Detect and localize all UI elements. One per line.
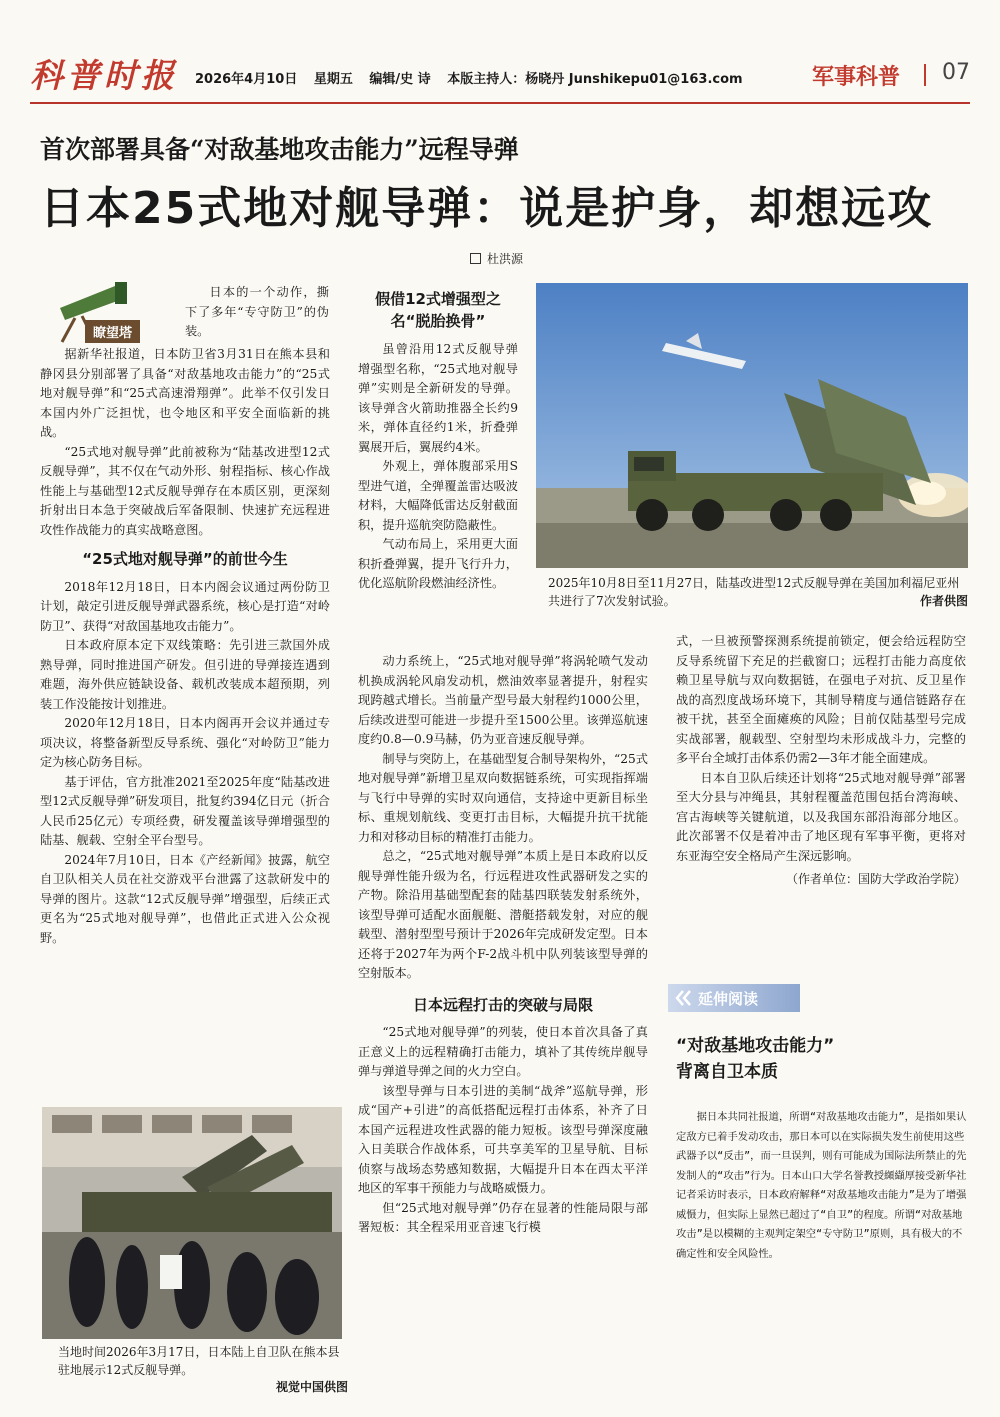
extension-badge-label: 延伸阅读 [698, 990, 759, 1008]
extension-title [676, 1033, 834, 1085]
intro-paragraph: 日本的一个动作，撕下了多年“专守防卫”的伪装。 [185, 285, 329, 338]
body-paragraph: 总之，“25式地对舰导弹”本质上是日本政府以反舰导弹性能升级为名，行远程进攻性武器研发之实的产物。除沿用基础型配套的陆基四联装发射系统外，该型导弹可适配水面舰艇、潜艇搭载发射，对应的舰载型、潜射型型号预计于2026年完成研发定型。日本还将于2027年为两个F-2战斗机中队列装该型导弹的空射版本。 [358, 849, 648, 980]
body-paragraph: 外观上，弹体腹部采用S型进气道，全弹覆盖雷达吸波材料，大幅降低雷达反射截面积，提升巡航突防隐蔽性。 [358, 459, 518, 532]
section-name: 军事科普 [811, 65, 900, 90]
page-number: 07 [942, 60, 970, 85]
article-column-2 [358, 652, 648, 1238]
extension-title-line1: “对敌基地攻击能力” [676, 1036, 835, 1056]
body-paragraph: 但“25式地对舰导弹”仍存在显著的性能局限与部署短板：其全程采用亚音速飞行模 [358, 1200, 648, 1234]
double-chevron-icon [674, 989, 692, 1007]
body-paragraph: 据新华社报道，日本防卫省3月31日在熊本县和静冈县分别部署了具备“对敌基地攻击能力”的“25式地对舰导弹”和“25式高速滑翔弹”。此举不仅引发日本国内外广泛担忧，也令地区和平安全面临新的挑战。 [40, 347, 330, 439]
subhead-rebirth: 假借12式增强型之名“脱胎换骨” [375, 290, 501, 330]
extension-body [676, 1108, 968, 1264]
missile-launch-photo [536, 283, 968, 568]
body-paragraph: 日本自卫队后续还计划将“25式地对舰导弹”部署至大分县与冲绳县，其射程覆盖范围包括台湾海峡、宫古海峡等关键航道，以及我国东部沿海部分地区。此次部署不仅是着冲击了地区现有军事平衡，更将对东亚海空安全格局产生深远影响。 [676, 770, 966, 863]
body-paragraph: 动力系统上，“25式地对舰导弹”将涡轮喷气发动机换成涡轮风扇发动机，燃油效率显著提升，射程实现跨越式增长。当前量产型号最大射程约1000公里，后续改进型可能进一步提升至1500公里。该弹巡航速度约0.8—0.9马赫，仍为亚音速反舰导弹。 [358, 654, 648, 746]
column-badge [40, 278, 180, 344]
extension-paragraph: 据日本共同社报道，所谓“对敌基地攻击能力”，是指如果认定敌方已着手发动攻击，那日本可以在实际损失发生前使用这些武器予以“反击”，而一旦误判，则有可能成为国际法所禁止的先发制人的“攻击”行为。日本山口大学名誉教授纐纈厚接受新华社记者采访时表示，日本政府解释“对敌基地攻击能力”是为了增强威慑力，但实际上显然已超过了“自卫”的程度。所谓“对敌基地攻击”是以模糊的主观判定架空“专守防卫”原则，具有极大的不确定性和安全风险性。 [676, 1111, 967, 1260]
issue-weekday: 星期五 [313, 72, 353, 87]
body-paragraph: 基于评估，官方批准2021至2025年度“陆基改进型12式反舰导弹”研发项目，批复约394亿日元（折合人民币25亿元）专项经费，研发覆盖该导弹增强型的陆基、舰载、空射全平台型号。 [40, 774, 330, 847]
body-paragraph: “25式地对舰导弹”此前被称为“陆基改进型12式反舰导弹”，其不仅在气动外形、射程指标、核心作战性能上与基础型12式反舰导弹存在本质区别，更深刻折射出日本急于突破战后军备限制、快速扩充远程进攻性作战能力的真实战略意图。 [40, 444, 330, 537]
body-paragraph: 2018年12月18日，日本内阁会议通过两份防卫计划，敲定引进反舰导弹武器系统，核心是打造“对岭防卫”、获得“对敌国基地攻击能力”。 [40, 579, 330, 633]
issue-date: 2026年4月10日 [195, 72, 298, 87]
body-paragraph: 气动布局上，采用更大面积折叠弹翼，提升飞行升力，优化巡航阶段燃油经济性。 [358, 537, 518, 590]
subhead-history: “25式地对舰导弹”的前世今生 [82, 550, 288, 568]
extension-title-line2: 背离自卫本质 [676, 1062, 778, 1082]
extension-badge [668, 984, 800, 1012]
body-paragraph: 2024年7月10日，日本《产经新闻》披露，航空自卫队相关人员在社交游戏平台泄露了这款研发中的导弹的图片。这款“12式反舰导弹”增强型，后续正式更名为“25式地对舰导弹”，也借此正式进入公众视野。 [40, 852, 330, 945]
body-paragraph: 该型导弹与日本引进的美制“战斧”巡航导弹，形成“国产+引进”的高低搭配远程打击体系，补齐了日本国产远程进攻性武器的能力短板。该型号弹深度融入日美联合作战体系，可共享美军的卫星导航、目标侦察与战场态势感知数据，大幅提升日本在西太平洋地区的军事干预能力与战略威慑力。 [358, 1083, 648, 1195]
body-paragraph: 式，一旦被预警探测系统提前锁定，便会给远程防空反导系统留下充足的拦截窗口；远程打击能力高度依赖卫星导航与双向数据链，在强电子对抗、反卫星作战的高烈度战场环境下，其制导精度与通信链路存在被干扰，甚至全面瘫痪的风险；目前仅陆基型号完成实战部署，舰载型、空射型均未形成战斗力，完整的多平台全域打击体系仍需2—3年才能全面建成。 [676, 634, 966, 765]
body-paragraph: 虽曾沿用12式反舰导弹增强型名称，“25式地对舰导弹”实则是全新研发的导弹。该导弹含火箭助推器全长约9米，弹体直径约1米，折叠弹翼展开后，翼展约4米。 [358, 342, 518, 454]
issue-meta [195, 68, 755, 87]
body-paragraph: “25式地对舰导弹”的列装，使日本首次具备了真正意义上的远程精确打击能力，填补了其传统岸舰导弹与弹道导弹之间的火力空白。 [358, 1025, 648, 1078]
host-credit: 本版主持人：杨晓丹 Junshikepu01@163.com [447, 72, 743, 87]
body-paragraph: 2020年12月18日，日本内阁再开会议并通过专项决议，将整备新型反导系统、强化“对岭防卫”能力定为核心防务目标。 [40, 716, 330, 769]
article-byline: 杜洪源 [470, 250, 523, 267]
author-unit: （作者单位：国防大学政治学院） [785, 872, 966, 886]
masthead [30, 50, 970, 104]
photo1-caption: 2025年10月8日至11月27日，陆基改进型12式反舰导弹在美国加利福尼亚州共进行了7次发射试验。 [548, 576, 960, 608]
article-column-3 [676, 632, 966, 888]
photo1-credit: 作者供图 [919, 594, 968, 608]
article-headline: 日本25式地对舰导弹：说是护身，却想远攻 [40, 183, 934, 234]
newspaper-logo: 科普时报 [30, 56, 178, 95]
photo2-credit: 视觉中国供图 [275, 1380, 348, 1394]
article-column-2-top [358, 288, 518, 594]
editor-credit: 编辑/史 诗 [369, 72, 431, 87]
article-kicker: 首次部署具备“对敌基地攻击能力”远程导弹 [40, 135, 519, 164]
subhead-limits: 日本远程打击的突破与局限 [412, 995, 593, 1014]
press-event-photo [42, 1107, 342, 1339]
article-intro [185, 283, 329, 342]
body-paragraph: 制导与突防上，在基础型复合制导架构外，“25式地对舰导弹”新增卫星双向数据链系统，可实现指挥端与飞行中导弹的实时双向通信，支持途中更新目标坐标、重规划航线、变更打击目标，大幅提升抗干扰能力和对移动目标的精准打击能力。 [358, 751, 648, 844]
photo2-caption: 当地时间2026年3月17日，日本陆上自卫队在熊本县驻地展示12式反舰导弹。 [58, 1345, 340, 1377]
column-badge-label: 瞭望塔 [85, 320, 140, 343]
article-column-1 [40, 345, 330, 948]
body-paragraph: 日本政府原本定下双线策略：先引进三款国外成熟导弹，同时推进国产研发。但引进的导弹接连遇到难题，海外供应链缺设备、载机改装成本超预期，列装工作没能按计划推进。 [40, 638, 330, 711]
